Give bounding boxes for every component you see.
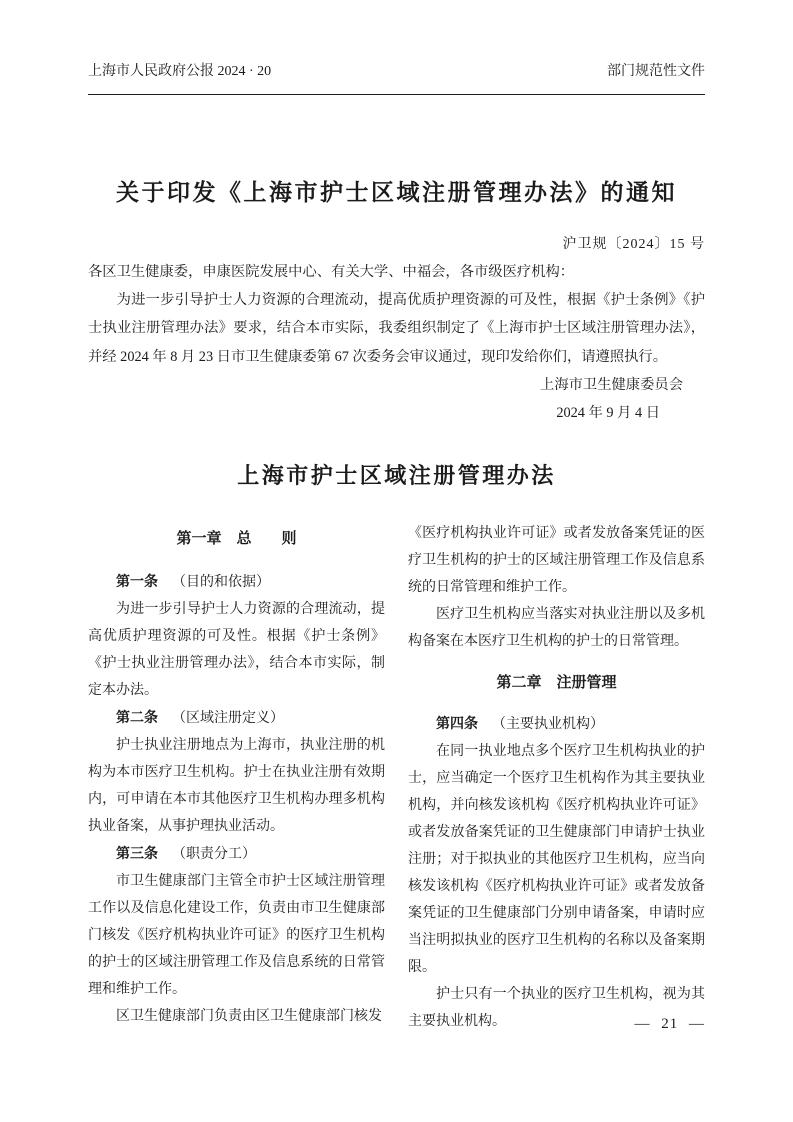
page-header bbox=[88, 60, 705, 95]
article-4-paragraph-2: 护士只有一个执业的医疗卫生机构，视为其主要执业机构。 bbox=[408, 987, 705, 1029]
article-3-number: 第三条 bbox=[116, 845, 158, 861]
article-1-heading bbox=[88, 568, 385, 596]
article-2-title: （区域注册定义） bbox=[172, 711, 284, 726]
notice-salutation: 各区卫生健康委，申康医院发展中心、有关大学、中福会，各市级医疗机构： bbox=[88, 264, 575, 280]
regulation-title: 上海市护士区域注册管理办法 bbox=[237, 463, 556, 488]
article-1-paragraph: 为进一步引导护士人力资源的合理流动，提高优质护理资源的可及性。根据《护士条例》《护士执业注册管理办法》，结合本市实际，制定本办法。 bbox=[88, 602, 385, 698]
two-column-body bbox=[88, 520, 705, 1035]
article-2-number: 第二条 bbox=[116, 709, 158, 725]
notice-date: 2024 年 9 月 4 日 bbox=[556, 405, 660, 422]
article-1-title: （目的和依据） bbox=[172, 575, 270, 590]
chapter-1-heading: 第一章 总 则 bbox=[176, 530, 297, 547]
article-3-paragraph-2-start: 区卫生健康部门负责由区卫生健康部门核发 bbox=[116, 1009, 382, 1024]
article-3-paragraph-2-continued: 《医疗机构执业许可证》或者发放备案凭证的医疗卫生机构的护士的区域注册管理工作及信息系统的日常管理和维护工作。 bbox=[408, 526, 705, 595]
article-4-number: 第四条 bbox=[436, 715, 478, 731]
left-column bbox=[88, 520, 385, 1035]
article-3-paragraph-3: 医疗卫生机构应当落实对执业注册以及多机构备案在本医疗卫生机构的护士的日常管理。 bbox=[408, 607, 705, 649]
chapter-2-heading: 第二章 注册管理 bbox=[496, 674, 617, 691]
article-4-title: （主要执业机构） bbox=[492, 717, 604, 732]
article-3-paragraph-1: 市卫生健康部门主管全市护士区域注册管理工作以及信息化建设工作，负责由市卫生健康部门核发《医疗机构执业许可证》的医疗卫生机构的护士的区域注册管理工作及信息系统的日常管理和维护工作。 bbox=[88, 874, 385, 997]
article-3-heading bbox=[88, 840, 385, 868]
article-3-title: （职责分工） bbox=[172, 847, 256, 862]
article-2-paragraph: 护士执业注册地点为上海市，执业注册的机构为本市医疗卫生机构。护士在执业注册有效期内，可申请在本市其他医疗卫生机构办理多机构执业备案，从事护理执业活动。 bbox=[88, 738, 385, 834]
document-number: 沪卫规〔2024〕15 号 bbox=[562, 237, 705, 252]
header-section-label: 部门规范性文件 bbox=[607, 64, 705, 79]
article-2-heading bbox=[88, 704, 385, 732]
notice-title: 关于印发《上海市护士区域注册管理办法》的通知 bbox=[116, 180, 677, 205]
article-4-paragraph-1: 在同一执业地点多个医疗卫生机构执业的护士，应当确定一个医疗卫生机构作为其主要执业机构，并向核发该机构《医疗机构执业许可证》或者发放备案凭证的卫生健康部门申请护士执业注册；对于拟执业的其他医疗卫生机构，应当向核发该机构《医疗机构执业许可证》或者发放备案凭证的卫生健康部门分别申请备案，申请时应当注明拟执业的医疗卫生机构的名称以及备案期限。 bbox=[408, 744, 705, 975]
notice-signer: 上海市卫生健康委员会 bbox=[540, 376, 683, 393]
header-gazette-title: 上海市人民政府公报 2024 · 20 bbox=[88, 64, 272, 79]
notice-paragraph: 为进一步引导护士人力资源的合理流动，提高优质护理资源的可及性，根据《护士条例》《护士执业注册管理办法》要求，结合本市实际，我委组织制定了《上海市护士区域注册管理办法》，并经 2024 年 8 月 23 日市卫生健康委第 67 次委务会审议通过，现印发给你们，请遵照执行。 bbox=[88, 292, 705, 365]
notice-body bbox=[88, 258, 705, 427]
article-4-heading bbox=[408, 710, 705, 738]
right-column bbox=[408, 520, 705, 1035]
article-1-number: 第一条 bbox=[116, 573, 158, 589]
page-number: — 21 — bbox=[634, 1016, 705, 1032]
